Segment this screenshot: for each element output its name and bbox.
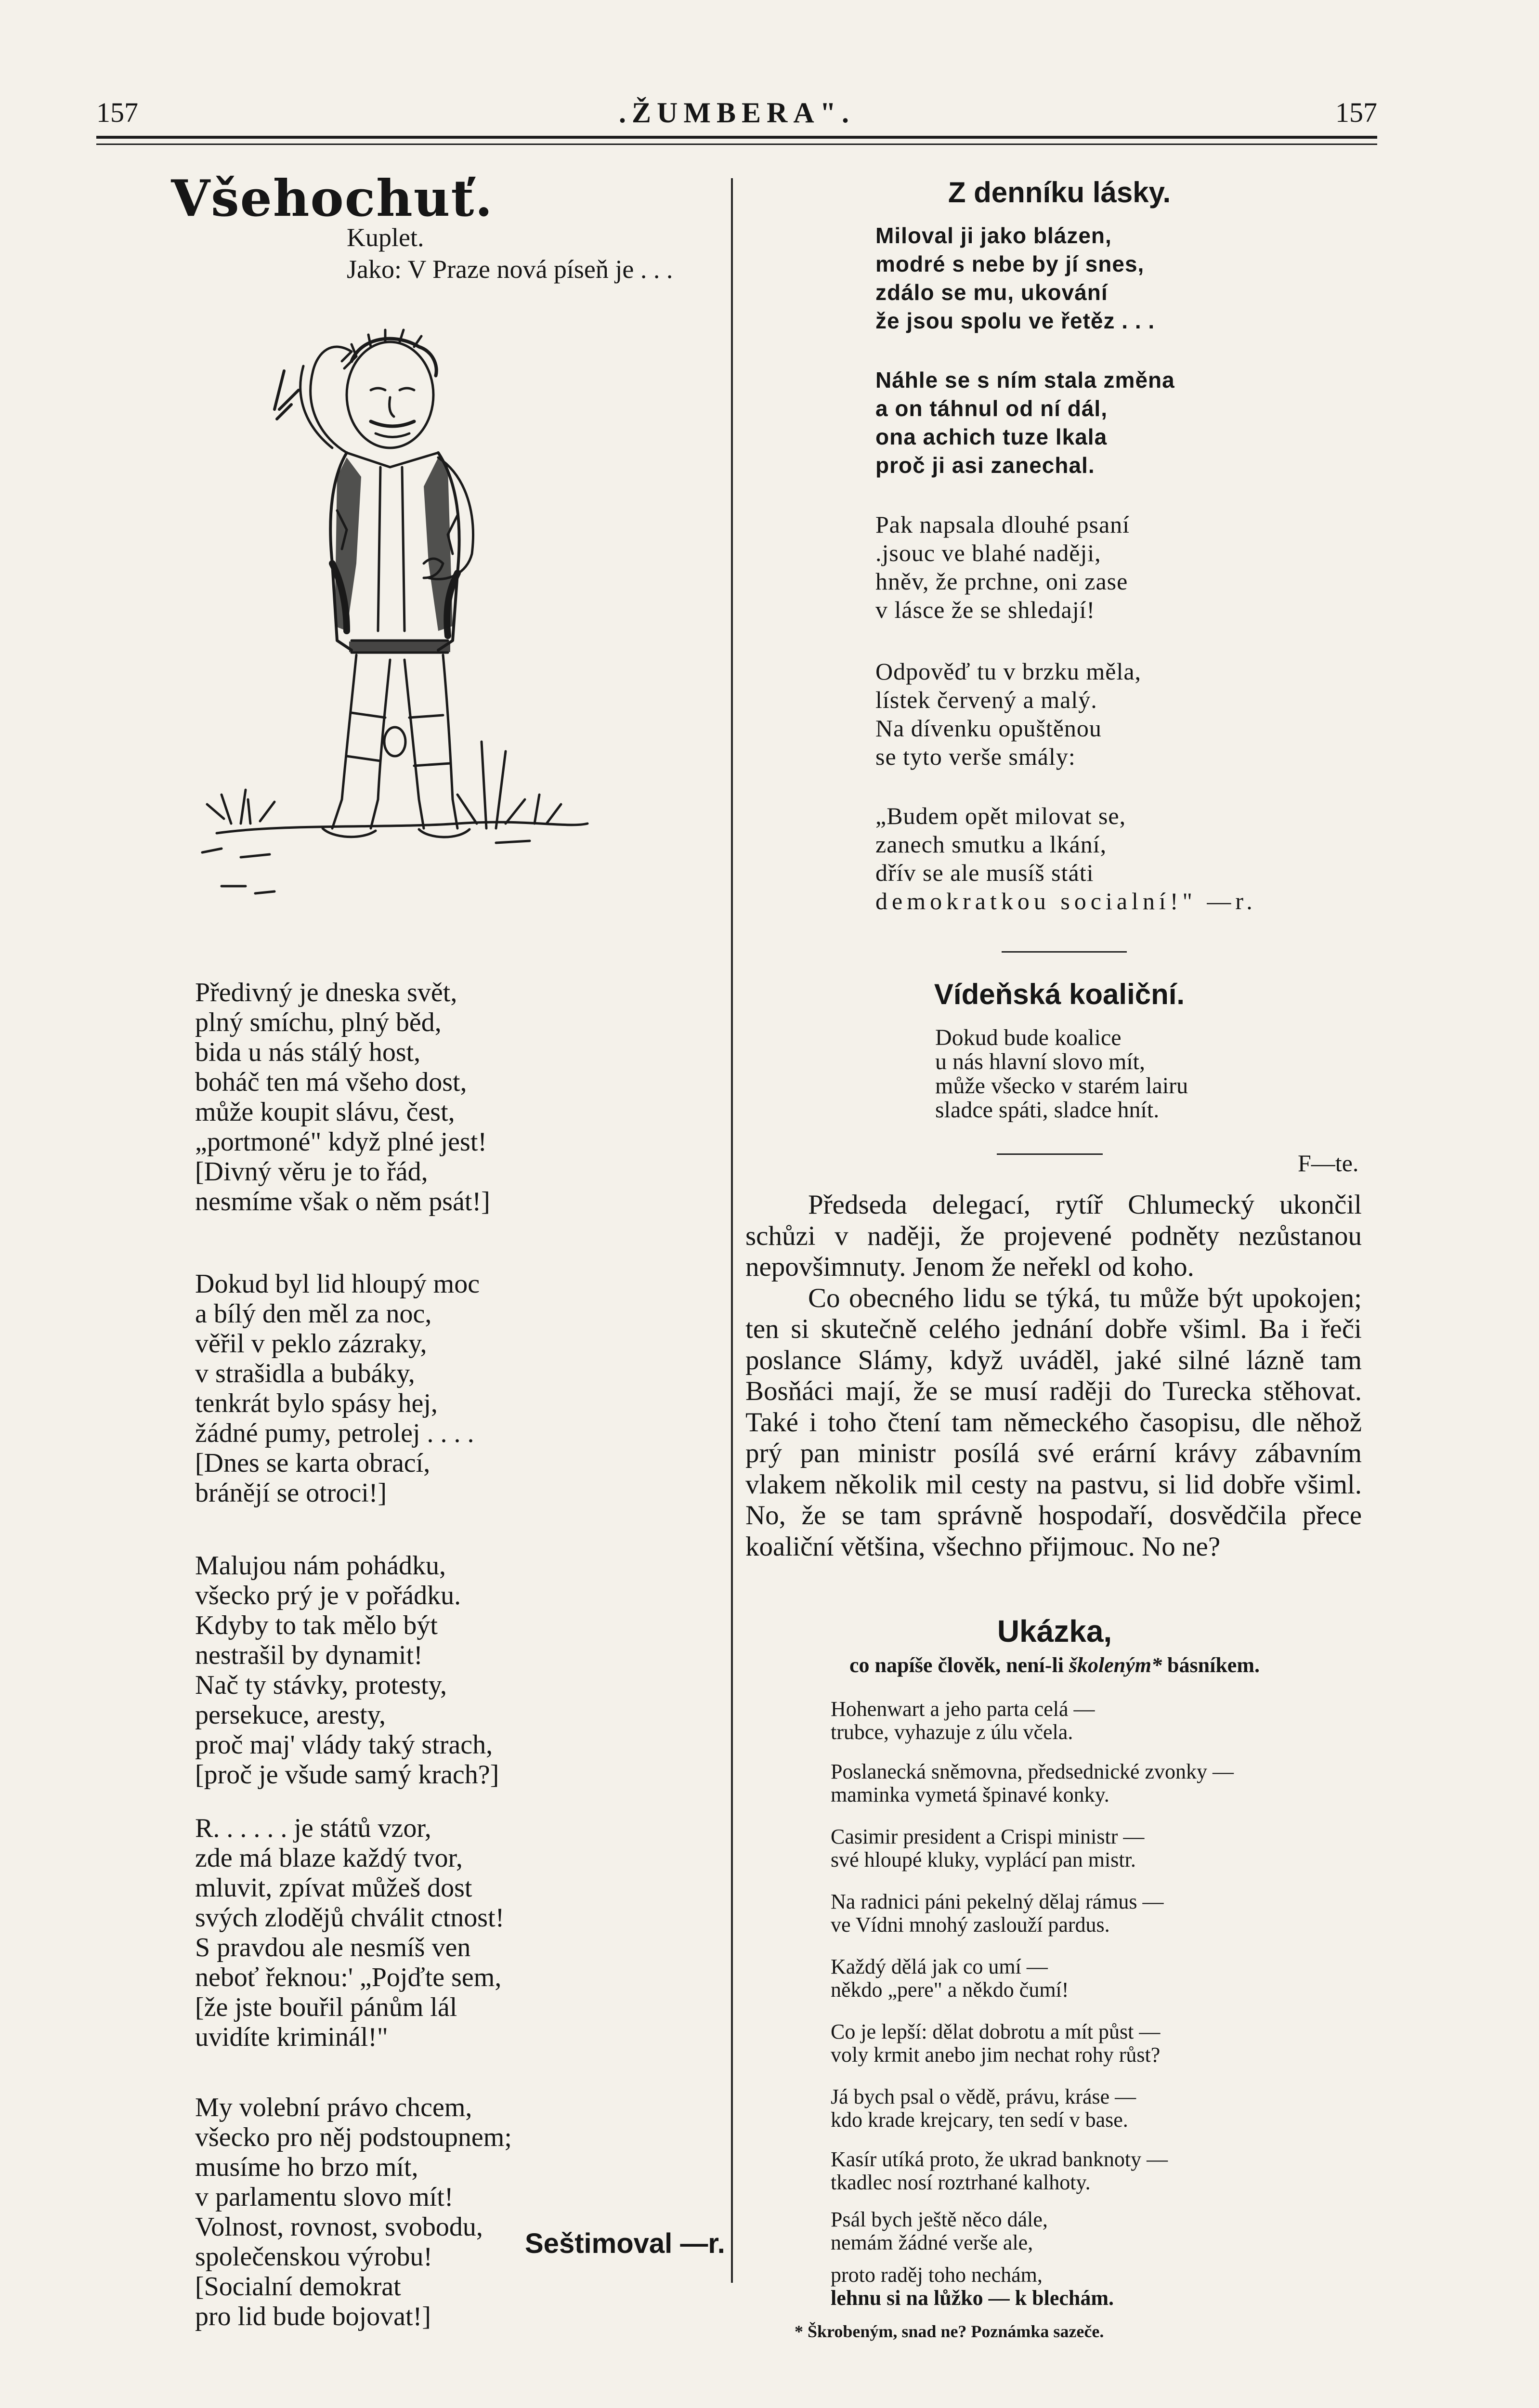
man-scratching-head-illustration [188, 294, 602, 958]
verse-line: žádné pumy, petrolej . . . . [195, 1418, 474, 1448]
couplet-9 [831, 2208, 1370, 2254]
verse-line: uvidíte kriminál!" [195, 2022, 388, 2052]
verse-line: My volební právo chcem, [195, 2093, 472, 2122]
verse-line: S pravdou ale nesmíš ven [195, 1933, 471, 1963]
diary-title: Z denníku lásky. [948, 176, 1171, 209]
verse-line: nesmíme však o něm psát!] [195, 1187, 490, 1217]
verse-line: modré s nebe by jí snes, [875, 251, 1145, 276]
verse-line: musíme ho brzo mít, [195, 2152, 418, 2182]
page-header [96, 96, 1377, 135]
ukazka-title: Ukázka, [997, 1614, 1112, 1649]
verse-line: „portmoné" když plné jest! [195, 1127, 487, 1157]
ukazka-subtitle-emph: školeným* [1069, 1653, 1162, 1677]
verse-line: lístek červený a malý. [875, 686, 1097, 713]
verse-line: Miloval ji jako blázen, [875, 223, 1112, 248]
verse-line: proto raděj toho nechám, [831, 2263, 1043, 2287]
diary-stanza-1 [875, 222, 1357, 335]
poem-title: Všehochuť. [171, 169, 494, 228]
verse-line: Dokud byl lid hloupý moc [195, 1269, 480, 1299]
verse-line: Dokud bude koalice [935, 1025, 1122, 1050]
verse-line: ve Vídni mnohý zaslouží pardus. [831, 1913, 1110, 1937]
verse-line: Odpověď tu v brzku měla, [875, 658, 1142, 685]
verse-line: tkadlec nosí roztrhané kalhoty. [831, 2171, 1091, 2194]
verse-line: svých zlodějů chválit ctnost! [195, 1903, 505, 1933]
verse-line: kdo krade krejcary, ten sedí v base. [831, 2108, 1128, 2132]
verse-line: Pak napsala dlouhé psaní [875, 511, 1130, 538]
verse-line: proč maj' vlády taký strach, [195, 1730, 493, 1760]
diary-stanza-4 [875, 657, 1357, 771]
page-number-right: 157 [1335, 97, 1377, 128]
verse-line: proč ji asi zanechal. [875, 453, 1095, 478]
stanza-3 [195, 1551, 715, 1790]
couplet-10 [831, 2264, 1370, 2310]
verse-line: v parlamentu slovo mít! [195, 2182, 454, 2212]
verse-line: [Socialní demokrat [195, 2272, 401, 2302]
stanza-4 [195, 1813, 715, 2052]
couplet-7 [831, 2085, 1370, 2132]
verse-line: [Divný věru je to řád, [195, 1157, 428, 1187]
couplet-3 [831, 1825, 1370, 1871]
verse-line: může všecko v starém lairu [935, 1073, 1188, 1099]
verse-line: demokratkou socialní!" —r. [875, 888, 1257, 915]
verse-line: tenkrát bylo spásy hej, [195, 1388, 438, 1418]
koalicni-title: Vídeňská koaliční. [934, 978, 1185, 1010]
verse-line: Casimir president a Crispi ministr — [831, 1825, 1145, 1848]
verse-line: všecko prý je v pořádku. [195, 1581, 461, 1610]
verse-line: lehnu si na lůžko — k blechám. [831, 2286, 1114, 2310]
verse-line: v lásce že se shledají! [875, 596, 1096, 623]
prose-paragraph: Co obecného lidu se týká, tu může být upokojen; ten si skutečně celého jednání dobře všiml. Ba i řeči poslance Slámy, když uváděl, jaké silné lázně tam Bosňáci mají, že se musí raději do Turecka stěhovat. Také i toho čtení tam německého časopisu, dle něhož prý pan ministr posílá své erární krávy zábavním vlakem několik mil cesty na pastvu, si lid dobře všiml. No, že se tam správně hospodaří, dosvědčila přece koaliční většina, všechno přijmouc. No ne? [745, 1283, 1362, 1562]
verse-line: se tyto verše smály: [875, 743, 1076, 770]
verse-line: boháč ten má všeho dost, [195, 1067, 467, 1097]
diary-stanza-5 [875, 802, 1357, 916]
section-rule [997, 1153, 1103, 1155]
ukazka-subtitle-text: co napíše člověk, není-li [849, 1653, 1069, 1677]
verse-line: [proč je všude samý krach?] [195, 1760, 499, 1790]
verse-line: Kdyby to tak mělo být [195, 1610, 438, 1640]
koalicni-verse [935, 1026, 1320, 1122]
verse-line: plný smíchu, plný běd, [195, 1008, 442, 1037]
couplet-2 [831, 1760, 1370, 1806]
verse-line: Nač ty stávky, protesty, [195, 1670, 447, 1700]
verse-line: Kasír utíká proto, že ukrad banknoty — [831, 2147, 1168, 2171]
verse-line: někdo „pere" a někdo čumí! [831, 1978, 1069, 2002]
verse-line: pro lid bude bojovat!] [195, 2302, 431, 2331]
page-number-left: 157 [96, 97, 138, 128]
diary-stanza-2 [875, 366, 1357, 480]
verse-line: společenskou výrobu! [195, 2242, 433, 2272]
ukazka-subtitle [742, 1653, 1368, 1677]
stanza-1 [195, 978, 715, 1217]
verse-line: Volnost, rovnost, svobodu, [195, 2212, 483, 2242]
verse-line: zanech smutku a lkání, [875, 831, 1107, 858]
verse-line: „Budem opět milovat se, [875, 802, 1126, 829]
verse-line: u nás hlavní slovo mít, [935, 1049, 1145, 1074]
verse-line: Předivný je dneska svět, [195, 978, 457, 1008]
verse-line: Poslanecká sněmovna, předsednické zvonky — [831, 1760, 1234, 1783]
verse-line: Na radnici páni pekelný dělaj rámus — [831, 1890, 1164, 1913]
verse-line: [Dnes se karta obrací, [195, 1448, 430, 1478]
verse-line: persekuce, aresty, [195, 1700, 386, 1730]
couplet-5 [831, 1955, 1370, 2002]
verse-line: Co je lepší: dělat dobrotu a mít půst — [831, 2020, 1161, 2043]
verse-line: voly krmit anebo jim nechat rohy růst? [831, 2043, 1161, 2067]
verse-line: maminka vymetá špinavé konky. [831, 1783, 1109, 1806]
section-rule [1002, 951, 1127, 953]
verse-line: .jsouc ve blahé naději, [875, 539, 1101, 566]
verse-line: může koupit slávu, čest, [195, 1097, 455, 1127]
verse-line: Každý dělá jak co umí — [831, 1955, 1048, 1978]
verse-line: Psál bych ještě něco dále, [831, 2208, 1048, 2231]
masthead: .ŽUMBERA". [619, 97, 855, 129]
koalicni-signature: F—te. [1298, 1150, 1359, 1177]
verse-line: bida u nás stálý host, [195, 1037, 421, 1067]
verse-line: Náhle se s ním stala změna [875, 367, 1175, 393]
verse-line: své hloupé kluky, vyplácí pan mistr. [831, 1848, 1136, 1871]
stanza-5 [195, 2093, 715, 2331]
verse-line: Malujou nám pohádku, [195, 1551, 446, 1581]
footnote: * Škrobeným, snad ne? Poznámka sazeče. [795, 2322, 1104, 2341]
verse-line: že jsou spolu ve řetěz . . . [875, 308, 1155, 333]
stanza-2 [195, 1269, 715, 1508]
verse-line: hněv, že prchne, oni zase [875, 568, 1128, 595]
verse-line: v strašidla a bubáky, [195, 1359, 415, 1388]
column-divider [731, 178, 733, 2283]
couplet-1 [831, 1698, 1370, 1744]
couplet-4 [831, 1890, 1370, 1937]
verse-line: zde má blaze každý tvor, [195, 1843, 463, 1873]
prose-paragraph: Předseda delegací, rytíř Chlumecký ukončil schůzi v naději, že projevené podněty nezůstanou nepovšimnuty. Jenom že neřekl od koho. [745, 1190, 1362, 1282]
header-rule [96, 136, 1377, 139]
verse-line: [že jste bouřil pánům lál [195, 1992, 457, 2022]
verse-line: zdálo se mu, ukování [875, 280, 1108, 305]
left-signature: Seštimoval —r. [525, 2228, 725, 2259]
verse-line: trubce, vyhazuje z úlu včela. [831, 1720, 1073, 1744]
ukazka-subtitle-text: básníkem. [1162, 1653, 1260, 1677]
verse-line: bránějí se otroci!] [195, 1478, 387, 1508]
verse-line: Na dívenku opuštěnou [875, 715, 1102, 742]
header-rule-thin [96, 144, 1377, 145]
verse-line: sladce spáti, sladce hnít. [935, 1097, 1160, 1123]
verse-line: R. . . . . . je států vzor, [195, 1813, 431, 1843]
verse-line: neboť řeknou:' „Pojďte sem, [195, 1963, 502, 1992]
verse-line: a bílý den měl za noc, [195, 1299, 432, 1329]
verse-line: všecko pro něj podstoupnem; [195, 2122, 512, 2152]
verse-line: a on táhnul od ní dál, [875, 396, 1108, 421]
poem-tune: Jako: V Praze nová píseň je . . . [347, 255, 673, 284]
verse-line: dřív se ale musíš státi [875, 859, 1094, 886]
verse-line: nemám žádné verše ale, [831, 2231, 1033, 2254]
verse-line: mluvit, zpívat můžeš dost [195, 1873, 472, 1903]
verse-line: Já bych psal o vědě, právu, kráse — [831, 2085, 1136, 2108]
verse-line: věřil v peklo zázraky, [195, 1329, 427, 1359]
poem-subtitle: Kuplet. [347, 223, 424, 252]
diary-stanza-3 [875, 510, 1357, 624]
couplet-8 [831, 2148, 1370, 2194]
couplet-6 [831, 2020, 1370, 2067]
verse-line: Hohenwart a jeho parta celá — [831, 1697, 1095, 1721]
verse-line: nestrašil by dynamit! [195, 1640, 423, 1670]
news-prose [745, 1190, 1362, 1562]
verse-line: ona achich tuze lkala [875, 424, 1108, 449]
